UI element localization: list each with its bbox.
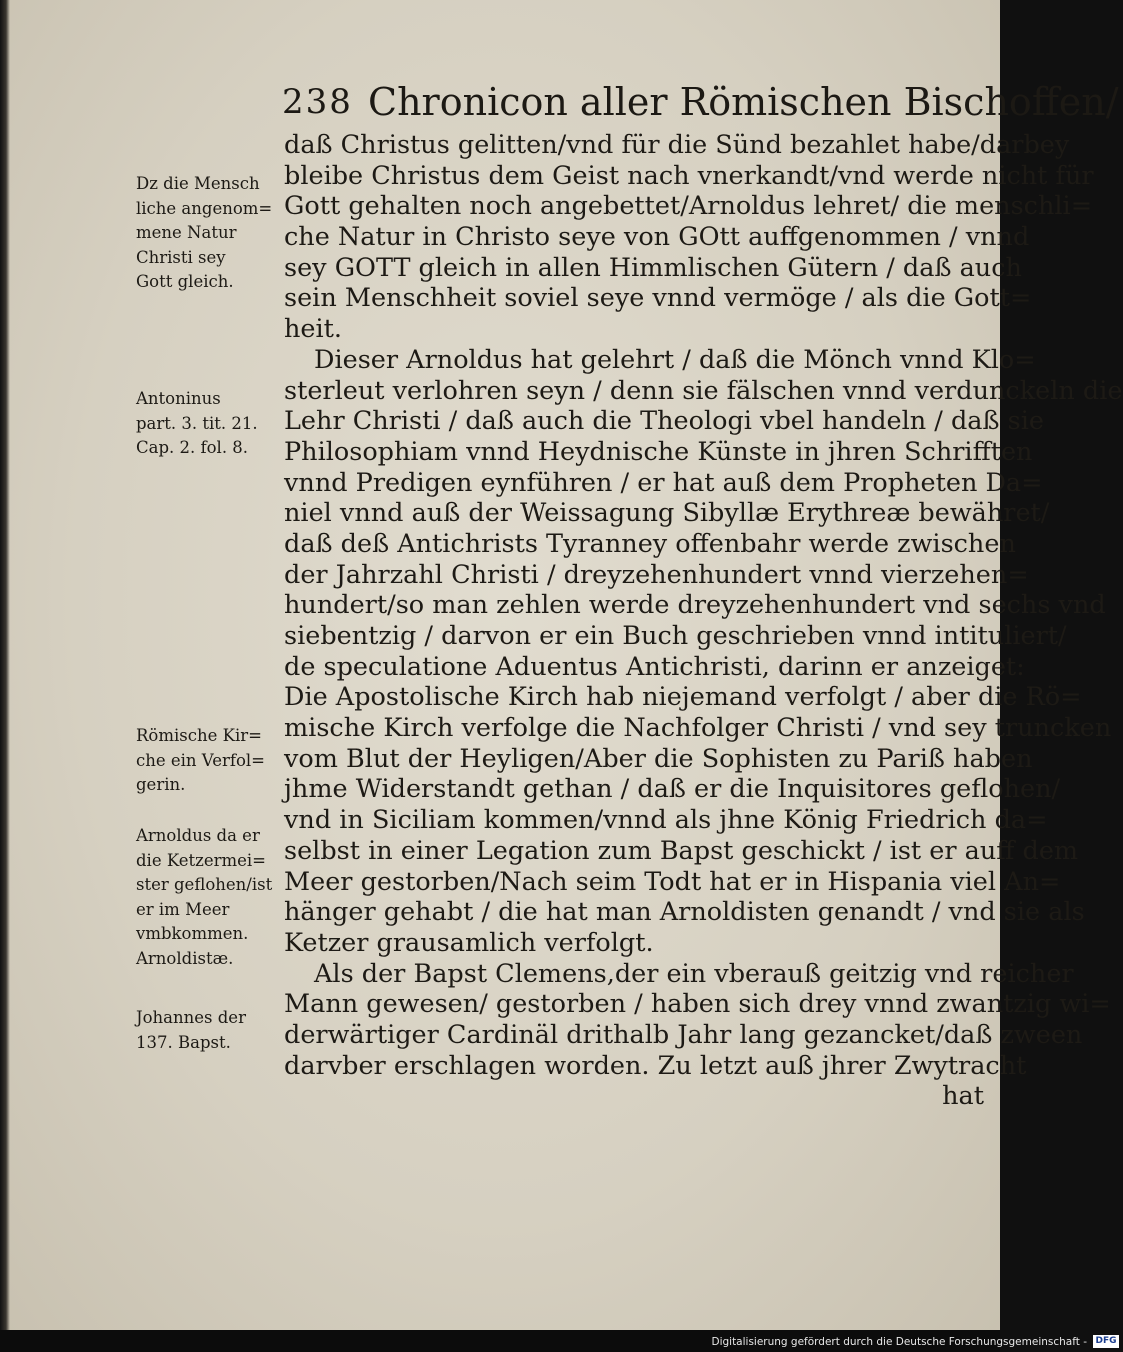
margin-note-line: Arnoldus da er [136, 826, 260, 845]
running-title: Chronicon aller Römischen Bischoffen/ [368, 80, 1119, 124]
body-text [284, 130, 1123, 1112]
margin-note-line: Arnoldistæ. [136, 948, 234, 968]
margin-note-line: ster geflohen/ist [136, 875, 273, 894]
text-line: Meer gestorben/Nach seim Todt hat er in Hispania viel An= [284, 866, 1061, 897]
text-line: bleibe Christus dem Geist nach vnerkandt/vnd werde nicht für [284, 160, 1094, 191]
margin-note-2 [136, 387, 278, 461]
text-line: sein Menschheit soviel seye vnnd vermöge / als die Gott= [284, 283, 1032, 314]
text-line: Gott gehalten noch angebettet/Arnoldus lehret/ die menschli= [284, 191, 1093, 222]
text-line: Die Apostolische Kirch hab niejemand verfolgt / aber die Rö= [284, 682, 1082, 713]
margin-note-line: liche angenom= [136, 198, 273, 218]
margin-note-5 [136, 1006, 278, 1055]
text-line: hundert/so man zehlen werde dreyzehenhundert vnd sechs vnd [284, 590, 1106, 621]
margin-note-line: Dz die Mensch [136, 174, 260, 193]
text-line: siebentzig / darvon er ein Buch geschrieben vnnd intituliert/ [284, 621, 1067, 651]
text-line: derwärtiger Cardinäl drithalb Jahr lang gezancket/daß zween [284, 1019, 1083, 1050]
text-line: mische Kirch verfolge die Nachfolger Christi / vnd sey truncken [284, 713, 1112, 744]
text-line: jhme Widerstandt gethan / daß er die Inquisitores geflohen/ [284, 774, 1061, 805]
margin-note-1 [136, 172, 278, 295]
margin-note-line: vmbkommen. [136, 924, 249, 943]
text-line: der Jahrzahl Christi / dreyzehenhundert vnnd vierzehen= [284, 559, 1029, 590]
dfg-logo-icon: DFG [1093, 1335, 1119, 1348]
text-line: niel vnnd auß der Weissagung Sibyllæ Erythreæ bewähret/ [284, 498, 1050, 529]
text-line: daß deß Antichrists Tyranney offenbahr werde zwischen [284, 528, 1016, 559]
page-header [282, 78, 1119, 126]
margin-note-line: Johannes der [136, 1008, 246, 1027]
text-line: sterleut verlohren seyn / denn sie fälschen vnnd verdunckeln die [284, 375, 1123, 406]
margin-note-4 [136, 824, 278, 971]
page-number: 238 [282, 82, 353, 122]
text-line: selbst in einer Legation zum Bapst geschickt / ist er auff dem [284, 835, 1079, 866]
text-line: vnd in Siciliam kommen/vnnd als jhne König Friedrich da= [284, 805, 1048, 836]
paragraph-start-line: Dieser Arnoldus hat gelehrt / daß die Mönch vnnd Klo= [314, 344, 1036, 375]
margin-note-line: er im Meer [136, 899, 230, 919]
text-line: Philosophiam vnnd Heydnische Künste in jhren Schrifften [284, 436, 1033, 467]
margin-note-line: Römische Kir= [136, 726, 262, 745]
text-line: daß Christus gelitten/vnd für die Sünd bezahlet habe/darbey [284, 130, 1070, 160]
margin-note-line: mene Natur [136, 223, 237, 242]
margin-note-line: die Ketzermei= [136, 850, 266, 870]
margin-note-line: 137. Bapst. [136, 1032, 231, 1052]
text-line: che Natur in Christo seye von GOtt auffgenommen / vnnd [284, 222, 1030, 253]
text-line: sey GOTT gleich in allen Himmlischen Gütern / daß auch [284, 252, 1022, 283]
text-line: heit. [284, 314, 343, 345]
margin-note-line: Antoninus [136, 389, 221, 408]
text-line: Lehr Christi / daß auch die Theologi vbel handeln / daß sie [284, 406, 1044, 437]
text-line: Ketzer grausamlich verfolgt. [284, 927, 654, 958]
catchword: hat [942, 1081, 984, 1112]
margin-note-line: Gott gleich. [136, 272, 234, 291]
margin-note-line: che ein Verfol= [136, 750, 265, 770]
footer-credit: Digitalisierung gefördert durch die Deutsche Forschungsgemeinschaft - [711, 1336, 1087, 1348]
text-line: vom Blut der Heyligen/Aber die Sophisten zu Pariß haben [284, 743, 1033, 774]
margin-note-line: Cap. 2. fol. 8. [136, 438, 249, 457]
text-line: vnnd Predigen eynführen / er hat auß dem Propheten Da= [284, 467, 1043, 498]
paragraph-start-line: Als der Bapst Clemens,der ein vberauß geitzig vnd reicher [314, 958, 1074, 989]
margin-note-3 [136, 724, 278, 798]
margin-note-line: part. 3. tit. 21. [136, 413, 258, 433]
margin-note-line: gerin. [136, 775, 186, 794]
text-line: darvber erschlagen worden. Zu letzt auß jhrer Zwytracht [284, 1050, 1027, 1081]
text-line: Mann gewesen/ gestorben / haben sich drey vnnd zwantzig wi= [284, 989, 1111, 1020]
margin-note-line: Christi sey [136, 247, 226, 267]
text-line: de speculatione Aduentus Antichristi, darinn er anzeiget: [284, 651, 1025, 682]
text-line: hänger gehabt / die hat man Arnoldisten genandt / vnd sie als [284, 897, 1085, 928]
page-gutter-shadow [0, 0, 10, 1330]
